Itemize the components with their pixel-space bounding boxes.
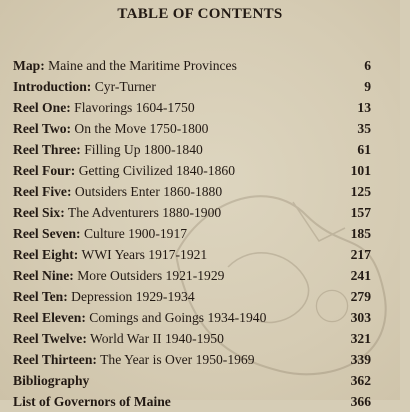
entry-title: Filling Up 1800-1840 — [84, 142, 203, 157]
entry-label: Reel Eight: — [13, 247, 79, 262]
page-number: 185 — [350, 226, 371, 241]
page-number: 61 — [357, 142, 371, 157]
entry-label: Reel Twelve: — [13, 331, 87, 346]
toc-entry[interactable] — [13, 160, 371, 181]
page-number: 366 — [350, 394, 371, 409]
page-number: 35 — [357, 121, 371, 136]
toc-entry[interactable] — [13, 181, 371, 202]
page-number: 362 — [350, 373, 371, 388]
page-number: 125 — [350, 184, 371, 199]
entry-label: Reel Six: — [13, 205, 65, 220]
contents-list — [13, 55, 371, 412]
entry-title: Comings and Goings 1934-1940 — [89, 310, 267, 325]
entry-title: WWI Years 1917-1921 — [81, 247, 208, 262]
entry-title: World War II 1940-1950 — [90, 331, 224, 346]
entry-title: On the Move 1750-1800 — [74, 121, 209, 136]
entry-label: Introduction: — [13, 79, 92, 94]
toc-entry[interactable] — [13, 328, 371, 349]
toc-entry[interactable] — [13, 223, 371, 244]
entry-title: Depression 1929-1934 — [71, 289, 195, 304]
entry-label: Reel Eleven: — [13, 310, 86, 325]
entry-label: Reel Four: — [13, 163, 76, 178]
toc-entry[interactable] — [13, 265, 371, 286]
toc-entry[interactable] — [13, 244, 371, 265]
entry-label: Reel Seven: — [13, 226, 81, 241]
entry-title: Cyr-Turner — [94, 79, 156, 94]
entry-title: More Outsiders 1921-1929 — [77, 268, 225, 283]
page-number: 6 — [364, 58, 371, 73]
entry-label: Reel Two: — [13, 121, 72, 136]
entry-label: Reel Ten: — [13, 289, 68, 304]
page-number: 241 — [350, 268, 371, 283]
page-title: TABLE OF CONTENTS — [117, 6, 283, 22]
page-number: 13 — [357, 100, 371, 115]
entry-label: Reel Nine: — [13, 268, 74, 283]
toc-entry[interactable] — [13, 307, 371, 328]
page-number: 279 — [350, 289, 371, 304]
entry-label: Reel Thirteen: — [13, 352, 97, 367]
toc-entry[interactable] — [13, 55, 371, 76]
entry-title: Culture 1900-1917 — [83, 226, 188, 241]
page-number: 9 — [364, 79, 371, 94]
entry-label: Bibliography — [13, 373, 90, 388]
page-number: 157 — [350, 205, 371, 220]
entry-title: Flavorings 1604-1750 — [74, 100, 195, 115]
entry-title: The Adventurers 1880-1900 — [67, 205, 222, 220]
entry-title: Outsiders Enter 1860-1880 — [74, 184, 223, 199]
entry-label: List of Governors of Maine — [13, 394, 171, 409]
toc-entry[interactable] — [13, 118, 371, 139]
page-number: 339 — [350, 352, 371, 367]
entry-label: Reel Five: — [13, 184, 72, 199]
page-number: 217 — [350, 247, 371, 262]
toc-entry[interactable] — [13, 76, 371, 97]
toc-entry[interactable] — [13, 349, 371, 370]
entry-title: Maine and the Maritime Provinces — [48, 58, 237, 73]
entry-label: Map: — [13, 58, 45, 73]
page-number: 101 — [350, 163, 371, 178]
toc-entry[interactable] — [13, 202, 371, 223]
entry-title: Getting Civilized 1840-1860 — [78, 163, 235, 178]
toc-entry[interactable] — [13, 286, 371, 307]
entry-label: Reel One: — [13, 100, 71, 115]
page-number: 303 — [350, 310, 371, 325]
toc-entry[interactable] — [13, 391, 371, 412]
toc-entry[interactable] — [13, 139, 371, 160]
toc-entry[interactable] — [13, 97, 371, 118]
toc-entry[interactable] — [13, 370, 371, 391]
page-number: 321 — [350, 331, 371, 346]
entry-title: The Year is Over 1950-1969 — [100, 352, 255, 367]
entry-label: Reel Three: — [13, 142, 81, 157]
